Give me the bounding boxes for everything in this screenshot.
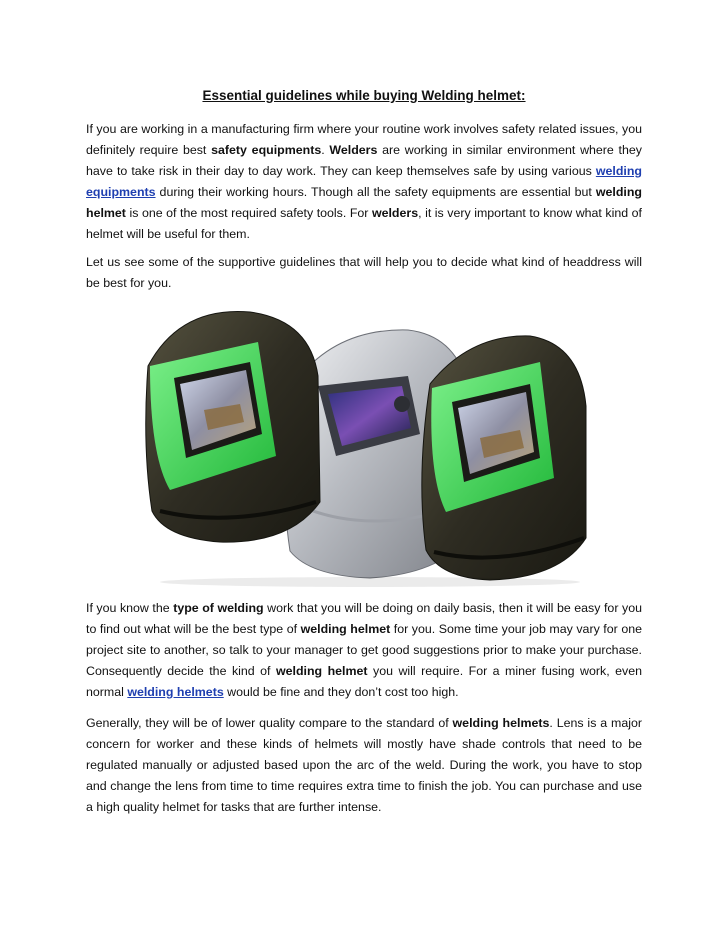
text-run: you will require. For a miner fusing work, even normal [86,664,642,699]
bold-safety-equipments: safety equipments [211,143,322,157]
text-run: are working in similar environment where they have to take risk in their day to day work. They can keep themselves safe by using various [86,143,642,178]
bold-welders: Welders [329,143,378,157]
bold-welding-helmets: welding helmets [452,716,550,730]
text-run: . Lens is a major concern for worker and these kinds of helmets will mostly have shade controls that need to be regulated manually or adjusted based upon the arc of the weld. During the work, you have to stop and change the lens from time to time requires extra time to finish the job. You can purchase and use a high quality helmet for tasks that are further intense. [86,716,643,814]
text-run: . [321,143,330,157]
paragraph-type-of-welding [86,598,642,703]
right-dark-helmet [422,336,586,580]
welding-helmets-image [140,306,590,588]
bold-welding-helmet: welding helmet [300,622,391,636]
paragraph-intro [86,119,642,245]
text-run: Let us see some of the supportive guidelines that will help you to decide what kind of headdress will be best for you. [86,255,642,290]
text-run: If you are working in a manufacturing firm where your routine work involves safety related issues, you definitely require best [86,122,642,157]
paragraph-lens-quality [86,713,642,818]
text-run: work that you will be doing on daily basis, then it will be easy for you to find out what will be the best type of [86,601,642,636]
text-run: during their working hours. Though all the safety equipments are essential but [155,185,596,199]
link-welding-helmets[interactable]: welding helmets [127,685,224,699]
text-run: is one of the most required safety tools. For [125,206,372,220]
helmets-illustration [140,306,590,588]
text-run: would be fine and they don’t cost too high. [223,685,459,699]
bold-welders: welders [371,206,419,220]
bold-welding-helmet: welding helmet [275,664,368,678]
page-title: Essential guidelines while buying Welding helmet: [202,88,526,103]
paragraph-guidelines-intro [86,252,642,294]
link-welding-equipments[interactable]: welding equipments [86,164,642,199]
text-run: , it is very important to know what kind of helmet will be useful for them. [86,206,642,241]
bold-type-of-welding: type of welding [173,601,264,615]
bold-welding-helmet: welding helmet [86,185,642,220]
text-run: for you. Some time your job may vary for one project site to another, so talk to your manager to get good suggestions prior to make your purchase. Consequently decide the kind of [86,622,642,678]
text-run: Generally, they will be of lower quality compare to the standard of [86,716,453,730]
text-run: If you know the [86,601,174,615]
left-dark-helmet [146,311,320,542]
